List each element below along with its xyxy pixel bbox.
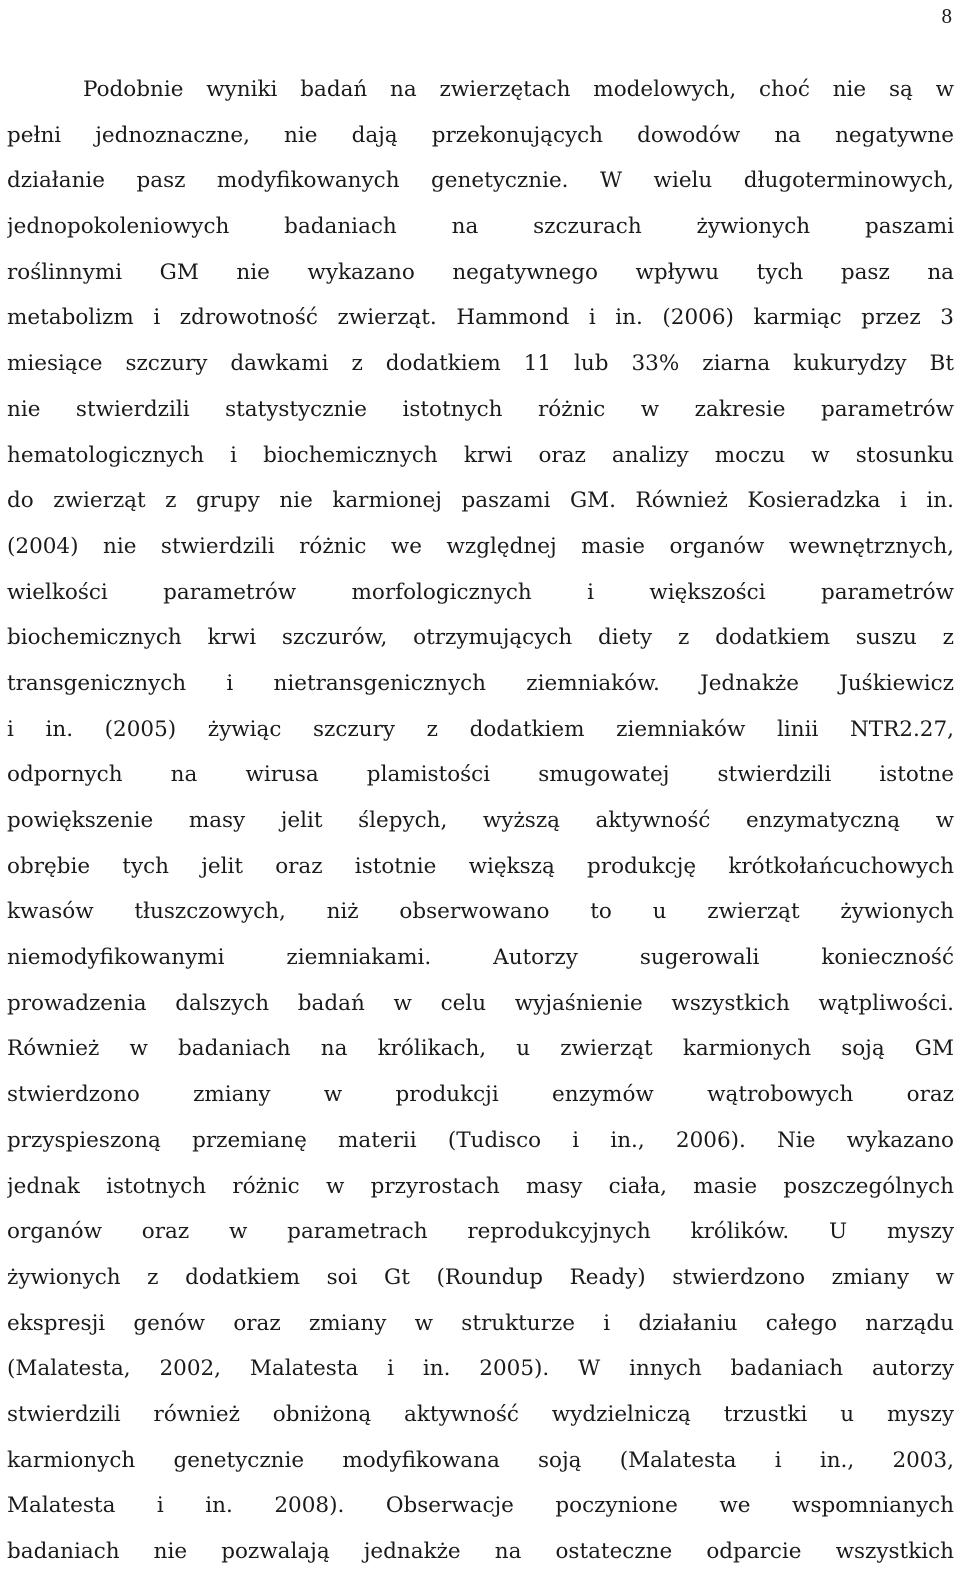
text-line: Malatesta i in. 2008). Obserwacje poczynione we wspomnianych <box>7 1493 954 1519</box>
text-line: pełni jednoznaczne, nie dają przekonujących dowodów na negatywne <box>7 122 954 148</box>
text-line: miesiące szczury dawkami z dodatkiem 11 lub 33% ziarna kukurydzy Bt <box>7 351 954 377</box>
text-line: organów oraz w parametrach reprodukcyjnych królików. U myszy <box>7 1219 954 1245</box>
text-line: nie stwierdzili statystycznie istotnych różnic w zakresie parametrów <box>7 396 954 422</box>
text-line: Również w badaniach na królikach, u zwierząt karmionych soją GM <box>7 1036 954 1062</box>
text-line: i in. (2005) żywiąc szczury z dodatkiem ziemniaków linii NTR2.27, <box>7 716 954 742</box>
text-line: prowadzenia dalszych badań w celu wyjaśnienie wszystkich wątpliwości. <box>7 990 954 1016</box>
text-line: biochemicznych krwi szczurów, otrzymujących diety z dodatkiem suszu z <box>7 625 954 651</box>
text-line: przyspieszoną przemianę materii (Tudisco i in., 2006). Nie wykazano <box>7 1127 954 1153</box>
page-number: 8 <box>941 4 952 28</box>
text-line: jednak istotnych różnic w przyrostach masy ciała, masie poszczególnych <box>7 1173 954 1199</box>
text-line: stwierdzili również obniżoną aktywność wydzielniczą trzustki u myszy <box>7 1401 954 1427</box>
text-line: obrębie tych jelit oraz istotnie większą produkcję krótkołańcuchowych <box>7 853 954 879</box>
body-paragraph <box>7 67 954 1575</box>
text-line: hematologicznych i biochemicznych krwi oraz analizy moczu w stosunku <box>7 442 954 468</box>
text-line: do zwierząt z grupy nie karmionej paszami GM. Również Kosieradzka i in. <box>7 488 954 514</box>
text-line: metabolizm i zdrowotność zwierząt. Hammond i in. (2006) karmiąc przez 3 <box>7 305 954 331</box>
text-line: powiększenie masy jelit ślepych, wyższą aktywność enzymatyczną w <box>7 808 954 833</box>
text-line: żywionych z dodatkiem soi Gt (Roundup Ready) stwierdzono zmiany w <box>7 1264 954 1290</box>
text-line: jednopokoleniowych badaniach na szczurach żywionych paszami <box>7 214 954 240</box>
text-line: ekspresji genów oraz zmiany w strukturze i działaniu całego narządu <box>7 1310 954 1336</box>
text-line: roślinnymi GM nie wykazano negatywnego wpływu tych pasz na <box>7 259 954 285</box>
text-line: kwasów tłuszczowych, niż obserwowano to u zwierząt żywionych <box>7 899 954 925</box>
text-line: działanie pasz modyfikowanych genetycznie. W wielu długoterminowych, <box>7 168 954 194</box>
text-line: (2004) nie stwierdzili różnic we względnej masie organów wewnętrznych, <box>7 533 954 559</box>
text-line: transgenicznych i nietransgenicznych ziemniaków. Jednakże Juśkiewicz <box>7 670 954 696</box>
text-line: stwierdzono zmiany w produkcji enzymów wątrobowych oraz <box>7 1082 954 1108</box>
text-line: (Malatesta, 2002, Malatesta i in. 2005). W innych badaniach autorzy <box>7 1356 954 1382</box>
text-line: badaniach nie pozwalają jednakże na ostateczne odparcie wszystkich <box>7 1539 954 1564</box>
text-line: wielkości parametrów morfologicznych i większości parametrów <box>7 579 954 605</box>
text-line: odpornych na wirusa plamistości smugowatej stwierdzili istotne <box>7 762 954 788</box>
text-line: Podobnie wyniki badań na zwierzętach modelowych, choć nie są w <box>83 77 954 102</box>
text-line: niemodyfikowanymi ziemniakami. Autorzy sugerowali konieczność <box>7 945 954 971</box>
text-line: karmionych genetycznie modyfikowana soją (Malatesta i in., 2003, <box>7 1447 954 1473</box>
